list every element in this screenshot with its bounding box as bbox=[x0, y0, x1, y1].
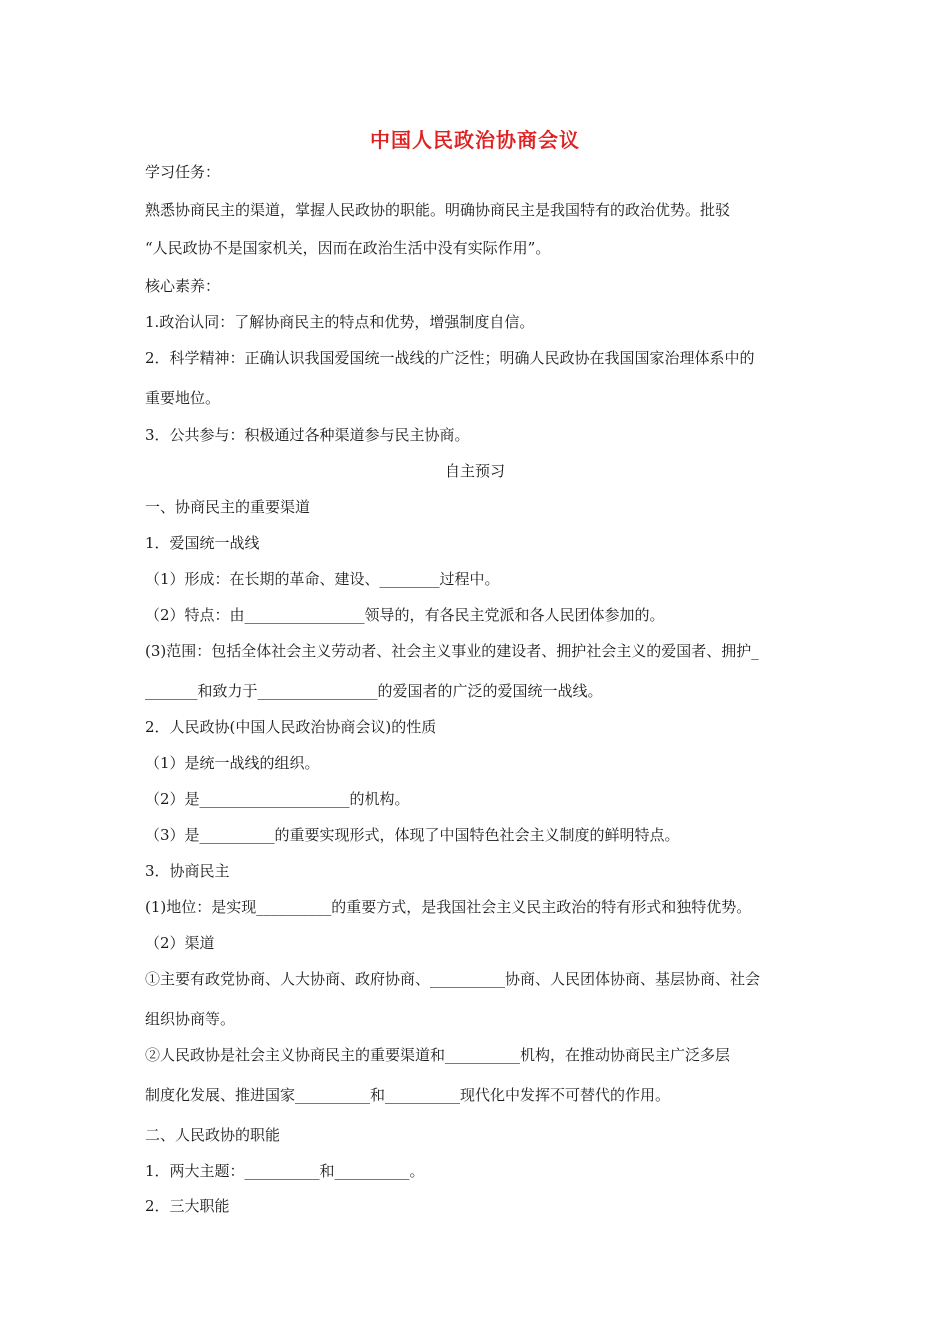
fill-in-item: 制度化发展、推进国家__________和__________现代化中发挥不可替代的作用。 bbox=[145, 1086, 671, 1104]
list-item: 1．爱国统一战线 bbox=[145, 534, 260, 552]
paragraph-line: “人民政协不是国家机关，因而在政治生活中没有实际作用”。 bbox=[145, 239, 551, 257]
section-label-core-literacy: 核心素养： bbox=[145, 277, 221, 295]
section-label-study-task: 学习任务： bbox=[145, 163, 221, 181]
list-item: 3．公共参与：积极通过各种渠道参与民主协商。 bbox=[145, 426, 470, 444]
paragraph-line: 组织协商等。 bbox=[145, 1010, 236, 1028]
fill-in-item: （3）是__________的重要实现形式，体现了中国特色社会主义制度的鲜明特点。 bbox=[145, 826, 680, 844]
fill-in-item: ①主要有政党协商、人大协商、政府协商、__________协商、人民团体协商、基层协商、社会 bbox=[145, 970, 761, 988]
document-title: 中国人民政治协商会议 bbox=[370, 128, 580, 152]
list-item: 2．科学精神：正确认识我国爱国统一战线的广泛性；明确人民政协在我国国家治理体系中的 bbox=[145, 349, 755, 367]
fill-in-item: (3)范围：包括全体社会主义劳动者、社会主义事业的建设者、拥护社会主义的爱国者、拥护_ bbox=[145, 642, 759, 660]
section-heading: 二、人民政协的职能 bbox=[145, 1126, 281, 1144]
list-item: 2．三大职能 bbox=[145, 1197, 230, 1215]
fill-in-item: _______和致力于________________的爱国者的广泛的爱国统一战线。 bbox=[145, 682, 603, 700]
list-item: 1.政治认同：了解协商民主的特点和优势，增强制度自信。 bbox=[145, 313, 535, 331]
fill-in-item: 1．两大主题：__________和__________。 bbox=[145, 1162, 425, 1180]
list-item: （1）是统一战线的组织。 bbox=[145, 754, 320, 772]
fill-in-item: ②人民政协是社会主义协商民主的重要渠道和__________机构，在推动协商民主广泛多层 bbox=[145, 1046, 731, 1064]
fill-in-item: （2）特点：由________________领导的，有各民主党派和各人民团体参加的。 bbox=[145, 606, 665, 624]
fill-in-item: （2）是____________________的机构。 bbox=[145, 790, 410, 808]
paragraph-line: 重要地位。 bbox=[145, 389, 221, 407]
fill-in-item: (1)地位：是实现__________的重要方式，是我国社会主义民主政治的特有形式和独特优势。 bbox=[145, 898, 752, 916]
section-heading-preview: 自主预习 bbox=[444, 462, 505, 480]
list-item: 3．协商民主 bbox=[145, 862, 230, 880]
section-heading: 一、协商民主的重要渠道 bbox=[145, 498, 311, 516]
list-item: 2．人民政协(中国人民政治协商会议)的性质 bbox=[145, 718, 437, 736]
list-item: （2）渠道 bbox=[145, 934, 215, 952]
fill-in-item: （1）形成：在长期的革命、建设、________过程中。 bbox=[145, 570, 500, 588]
paragraph-line: 熟悉协商民主的渠道，掌握人民政协的职能。明确协商民主是我国特有的政治优势。批驳 bbox=[145, 201, 731, 219]
